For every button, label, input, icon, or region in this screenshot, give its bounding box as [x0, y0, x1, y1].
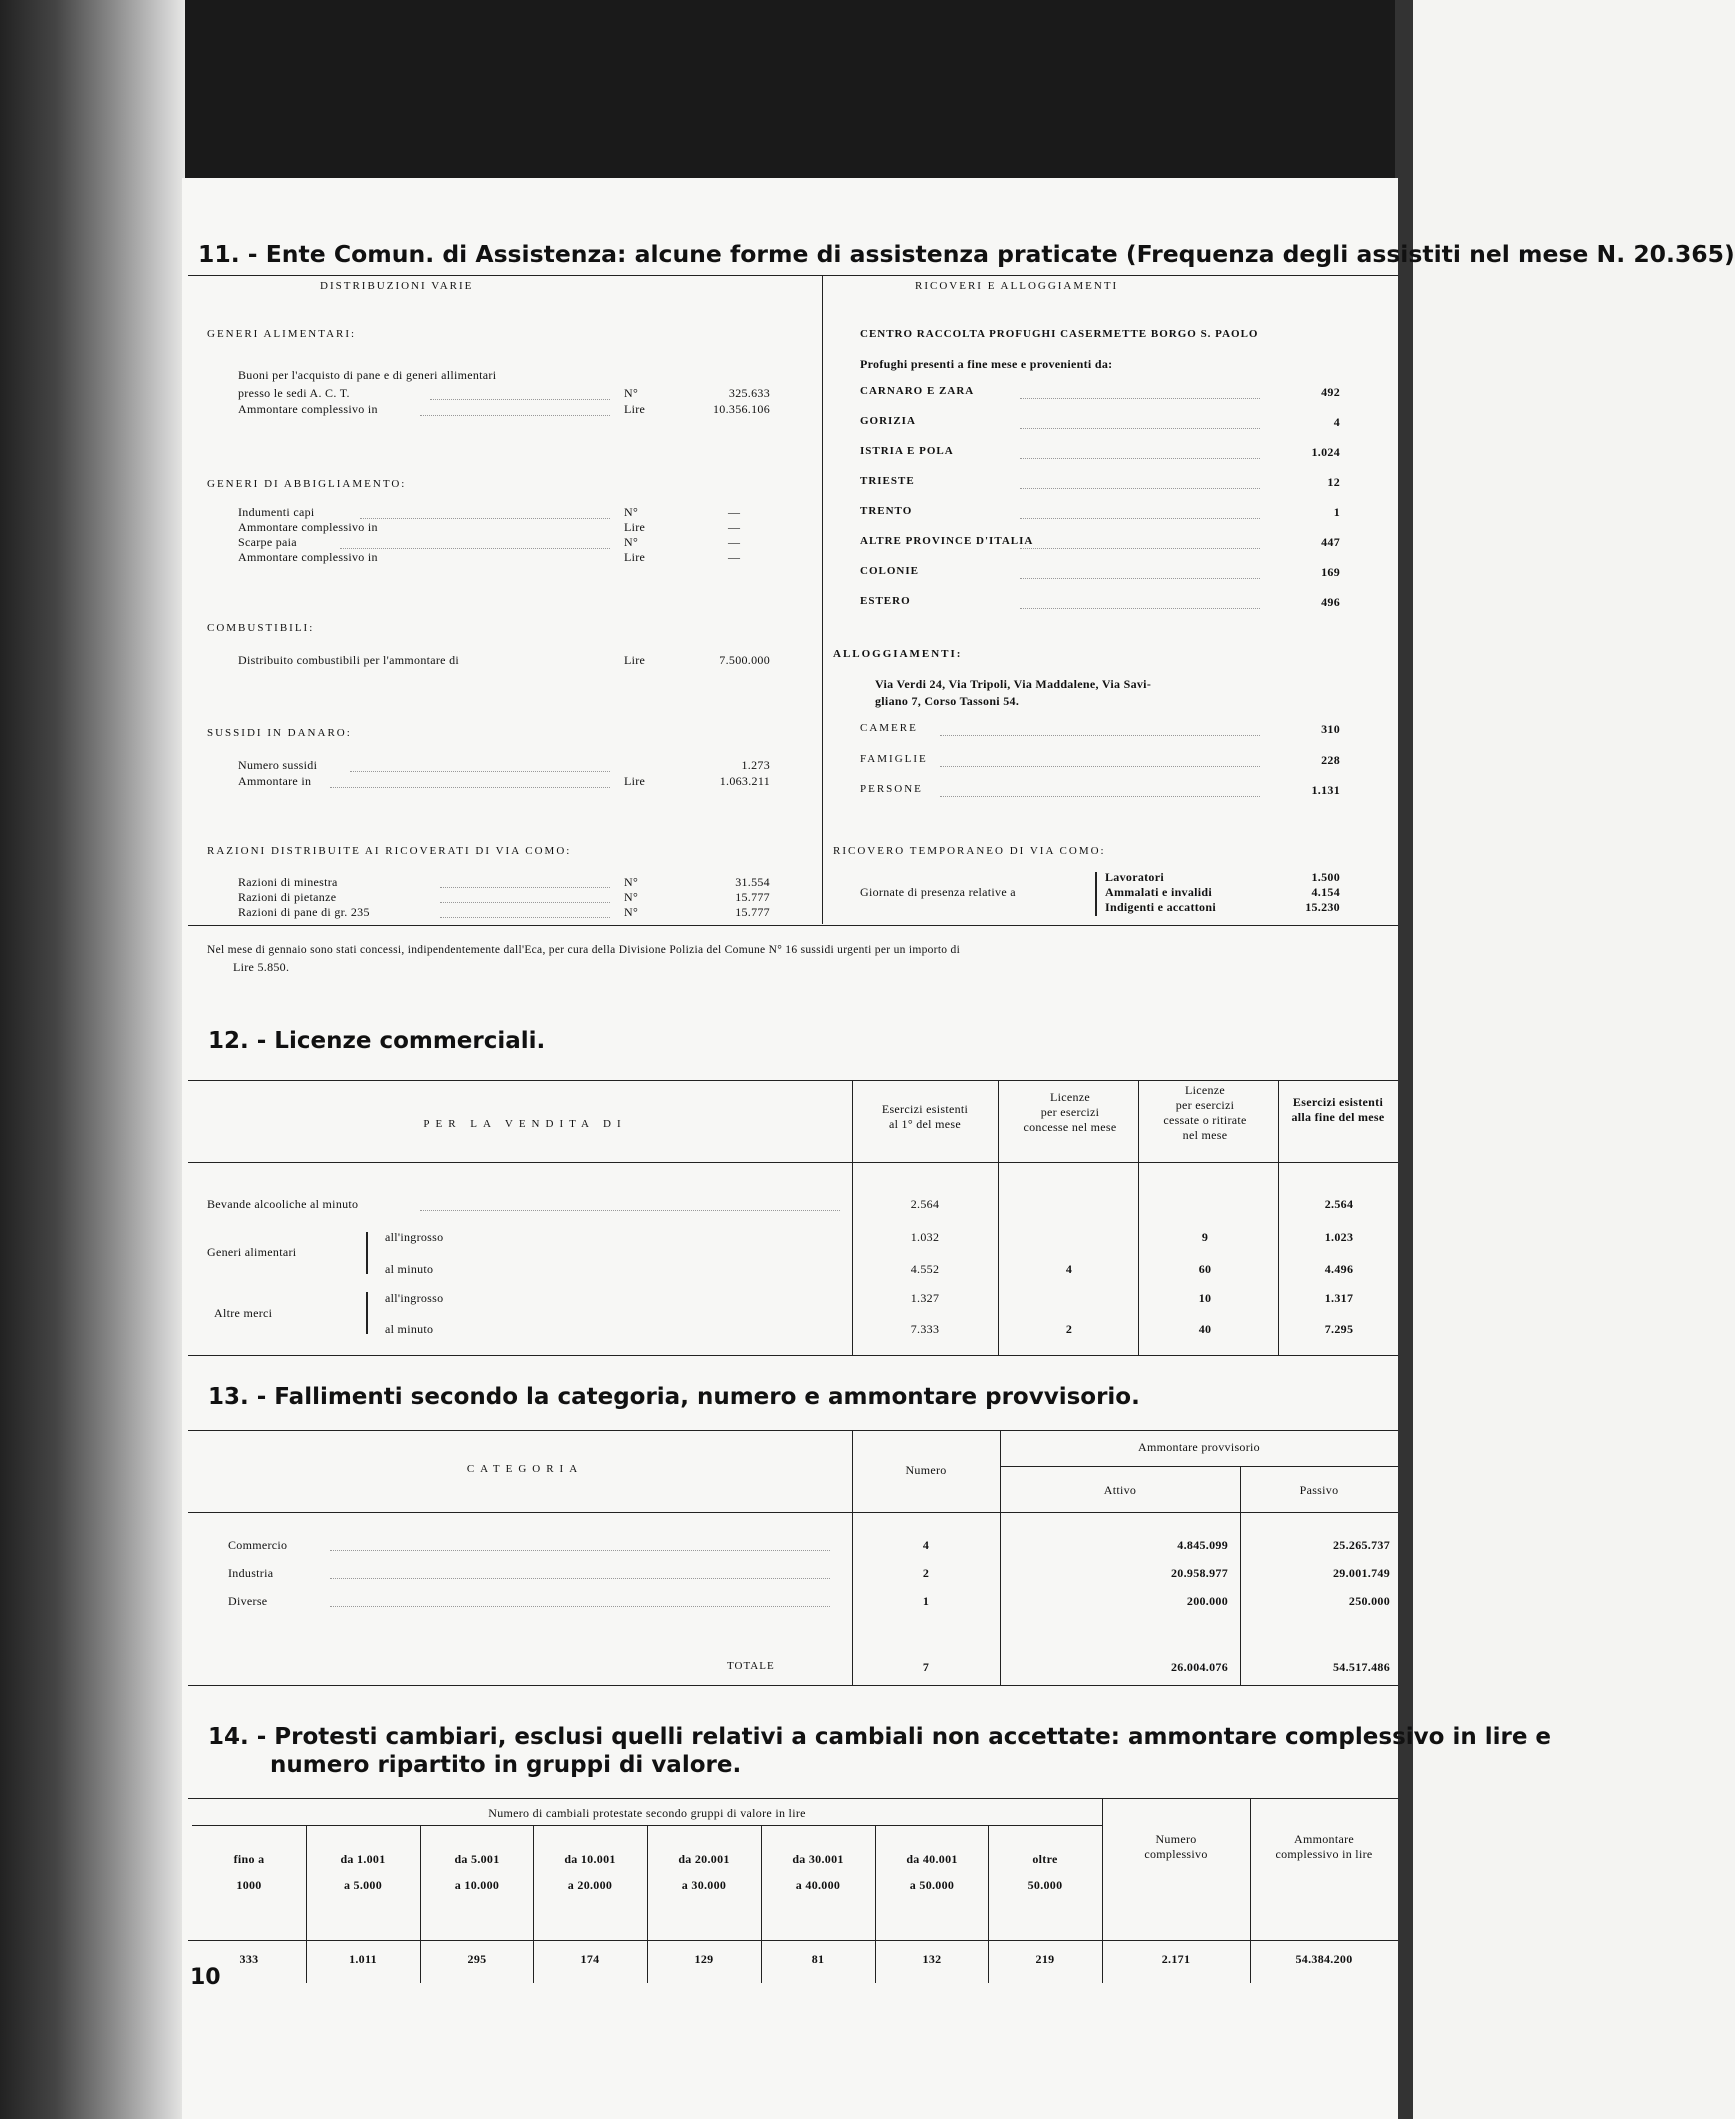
- indumenti-amm-value: —: [728, 520, 741, 534]
- s12-cell: 10: [1198, 1291, 1212, 1305]
- centro-heading: CENTRO RACCOLTA PROFUGHI CASERMETTE BORGO S. PAOLO: [860, 328, 1259, 340]
- buoni-amm-label: Ammontare complessivo in: [238, 402, 378, 416]
- generi-label: Generi alimentari: [207, 1245, 297, 1259]
- razione-label: Razioni di minestra: [238, 875, 338, 889]
- indumenti-amm-label: Ammontare complessivo in: [238, 520, 378, 534]
- provenienza-label: ISTRIA E POLA: [860, 445, 954, 457]
- s14-num-line1: Numero: [1155, 1832, 1197, 1846]
- scarpe-amm-unit: Lire: [624, 550, 646, 564]
- sussidi-amm-unit: Lire: [624, 774, 646, 788]
- s12-cell: 60: [1198, 1262, 1212, 1276]
- s13-col-categoria: CATEGORIA: [466, 1463, 584, 1475]
- razione-unit: N°: [624, 905, 639, 919]
- buoni-amm-value: 10.356.106: [713, 402, 770, 416]
- ricovero-label: Lavoratori: [1105, 870, 1164, 884]
- razione-unit: N°: [624, 875, 639, 889]
- s13-row-passivo: 29.001.749: [1333, 1566, 1390, 1580]
- ricovero-value: 15.230: [1305, 900, 1340, 914]
- combustibili-unit: Lire: [624, 653, 646, 667]
- indumenti-label: Indumenti capi: [238, 505, 315, 519]
- scarpe-unit: N°: [624, 535, 639, 549]
- s13-row-attivo: 4.845.099: [1177, 1538, 1228, 1552]
- right-header: RICOVERI E ALLOGGIAMENTI: [915, 280, 1119, 292]
- scarpe-amm-value: —: [728, 550, 741, 564]
- s12-col-header-4: [1278, 1095, 1398, 1125]
- s12-col1-line1: Esercizi esistenti: [881, 1102, 969, 1116]
- s13-row-num: 4: [922, 1538, 930, 1552]
- s12-col-header-2: [1000, 1090, 1140, 1135]
- sussidi-heading: SUSSIDI IN DANARO:: [207, 727, 352, 739]
- page-number: 10: [190, 1965, 221, 1990]
- s14-num-total: 2.171: [1161, 1952, 1191, 1966]
- generi-alimentari-heading: GENERI ALIMENTARI:: [207, 328, 357, 340]
- profughi-text: Profughi presenti a fine mese e provenienti da:: [860, 357, 1113, 371]
- page: [182, 178, 1398, 2119]
- provenienza-value: 1: [1333, 505, 1340, 519]
- camere-label: CAMERE: [860, 722, 918, 734]
- s14-col-bottom: a 30.000: [681, 1878, 727, 1892]
- razione-label: Razioni di pane di gr. 235: [238, 905, 370, 919]
- s14-group-header: Numero di cambiali protestate secondo gruppi di valore in lire: [488, 1806, 806, 1820]
- left-header: DISTRIBUZIONI VARIE: [320, 280, 474, 292]
- s14-value: 174: [580, 1952, 600, 1966]
- sussidi-numero-label: Numero sussidi: [238, 758, 318, 772]
- s12-col4-line1: Esercizi esistenti: [1292, 1095, 1384, 1109]
- sussidi-amm-label: Ammontare in: [238, 774, 312, 788]
- s14-col-top: da 10.001: [564, 1852, 616, 1866]
- ricovero-label: Ammalati e invalidi: [1105, 885, 1213, 899]
- persone-value: 1.131: [1311, 783, 1340, 797]
- combustibili-text: Distribuito combustibili per l'ammontare di: [238, 653, 460, 667]
- camere-value: 310: [1321, 722, 1340, 736]
- s13-row-passivo: 25.265.737: [1333, 1538, 1390, 1552]
- combustibili-heading: COMBUSTIBILI:: [207, 622, 315, 634]
- provenienza-label: CARNARO E ZARA: [860, 385, 975, 397]
- s12-col-header-0: PER LA VENDITA DI: [423, 1118, 627, 1130]
- s13-col-passivo: Passivo: [1299, 1483, 1339, 1497]
- razione-value: 15.777: [735, 905, 770, 919]
- s12-cell: 7.295: [1324, 1322, 1354, 1336]
- s12-cell: 7.333: [910, 1322, 940, 1336]
- scarpe-value: —: [728, 535, 741, 549]
- s14-num-header: [1102, 1832, 1250, 1862]
- buoni-amm-unit: Lire: [624, 402, 646, 416]
- s14-value: 219: [1035, 1952, 1055, 1966]
- s13-row-num: 1: [922, 1594, 930, 1608]
- s12-col2-line3: concesse nel mese: [1023, 1120, 1117, 1134]
- s14-amm-total: 54.384.200: [1295, 1952, 1353, 1966]
- s14-num-line2: complessivo: [1144, 1847, 1208, 1861]
- s12-col-header-1: [855, 1102, 995, 1132]
- ricovero-label: Indigenti e accattoni: [1105, 900, 1216, 914]
- provenienza-value: 492: [1321, 385, 1340, 399]
- combustibili-value: 7.500.000: [719, 653, 770, 667]
- section-11-title: 11. - Ente Comun. di Assistenza: alcune forme di assistenza praticate (Frequenza degli assistiti nel mese N. 20.365): [198, 240, 1735, 268]
- s14-value: 132: [922, 1952, 942, 1966]
- buoni-value: 325.633: [728, 386, 770, 400]
- s14-col-bottom: a 10.000: [454, 1878, 500, 1892]
- altre-ingrosso-label: all'ingrosso: [385, 1291, 444, 1305]
- s12-cell: 1.317: [1324, 1291, 1354, 1305]
- provenienza-value: 4: [1333, 415, 1340, 429]
- s14-value: 1.011: [349, 1952, 377, 1966]
- sussidi-amm-value: 1.063.211: [719, 774, 770, 788]
- provenienza-label: TRIESTE: [860, 475, 915, 487]
- s14-value: 333: [239, 1952, 259, 1966]
- indumenti-value: —: [728, 505, 741, 519]
- razione-unit: N°: [624, 890, 639, 904]
- s13-row-passivo: 250.000: [1348, 1594, 1390, 1608]
- s12-cell: 1.327: [910, 1291, 940, 1305]
- s13-row-attivo: 200.000: [1186, 1594, 1228, 1608]
- totale-attivo: 26.004.076: [1171, 1660, 1228, 1674]
- provenienza-value: 447: [1321, 535, 1340, 549]
- s12-cell: 2.564: [910, 1197, 940, 1211]
- famiglie-value: 228: [1321, 753, 1340, 767]
- totale-label: TOTALE: [727, 1660, 775, 1672]
- s12-col1-line2: al 1° del mese: [889, 1117, 961, 1131]
- scarpe-label: Scarpe paia: [238, 535, 297, 549]
- s13-row-attivo: 20.958.977: [1171, 1566, 1228, 1580]
- s13-row-label: Diverse: [228, 1594, 268, 1608]
- s14-value: 81: [811, 1952, 825, 1966]
- generi-minuto-label: al minuto: [385, 1262, 434, 1276]
- s14-col-bottom: a 5.000: [343, 1878, 383, 1892]
- s12-col3-line3: cessate o ritirate: [1163, 1113, 1247, 1127]
- provenienza-label: ESTERO: [860, 595, 911, 607]
- note-line-1: Nel mese di gennaio sono stati concessi, indipendentemente dall'Eca, per cura della Divisione Polizia del Comune N° 16 sussidi urgenti per un importo di: [207, 944, 961, 956]
- indumenti-amm-unit: Lire: [624, 520, 646, 534]
- buoni-unit: N°: [624, 386, 639, 400]
- s12-col3-line4: nel mese: [1182, 1128, 1228, 1142]
- totale-num: 7: [922, 1660, 930, 1674]
- section-12-title: 12. - Licenze commerciali.: [208, 1028, 546, 1054]
- s13-col-numero: Numero: [905, 1463, 947, 1477]
- persone-label: PERSONE: [860, 783, 923, 795]
- s12-cell: 1.023: [1324, 1230, 1354, 1244]
- bevande-label: Bevande alcooliche al minuto: [207, 1197, 359, 1211]
- s14-col-top: da 5.001: [454, 1852, 500, 1866]
- ricovero-value: 1.500: [1311, 870, 1340, 884]
- s12-col3-line2: per esercizi: [1175, 1098, 1235, 1112]
- provenienza-label: ALTRE PROVINCE D'ITALIA: [860, 535, 1034, 547]
- s12-cell: 4.552: [910, 1262, 940, 1276]
- s14-value: 129: [694, 1952, 714, 1966]
- s12-col2-line2: per esercizi: [1040, 1105, 1100, 1119]
- razione-value: 31.554: [735, 875, 770, 889]
- s14-col-top: oltre: [1032, 1852, 1058, 1866]
- s13-row-label: Commercio: [228, 1538, 288, 1552]
- via-line-1: Via Verdi 24, Via Tripoli, Via Maddalene, Via Savi-: [875, 677, 1152, 691]
- s12-col2-line1: Licenze: [1049, 1090, 1091, 1104]
- razioni-heading: RAZIONI DISTRIBUITE AI RICOVERATI DI VIA COMO:: [207, 845, 572, 857]
- s12-col4-line2: alla fine del mese: [1291, 1110, 1385, 1124]
- ricovero-value: 4.154: [1311, 885, 1340, 899]
- provenienza-value: 12: [1327, 475, 1340, 489]
- abbigliamento-heading: GENERI DI ABBIGLIAMENTO:: [207, 478, 407, 490]
- sussidi-numero-value: 1.273: [741, 758, 770, 772]
- s12-cell: 2: [1065, 1322, 1073, 1336]
- provenienza-value: 1.024: [1311, 445, 1340, 459]
- s14-amm-header: [1250, 1832, 1398, 1862]
- s14-amm-line1: Ammontare: [1293, 1832, 1355, 1846]
- s12-cell: 2.564: [1324, 1197, 1354, 1211]
- s12-cell: 1.032: [910, 1230, 940, 1244]
- section-14-title-1: 14. - Protesti cambiari, esclusi quelli relativi a cambiali non accettate: ammontare complessivo in lire e: [208, 1724, 1552, 1750]
- altre-label: Altre merci: [214, 1306, 273, 1320]
- s12-cell: 40: [1198, 1322, 1212, 1336]
- s14-col-top: fino a: [233, 1852, 265, 1866]
- provenienza-label: GORIZIA: [860, 415, 916, 427]
- giornate-label: Giornate di presenza relative a: [860, 885, 1016, 899]
- section-14-title-2: numero ripartito in gruppi di valore.: [270, 1752, 742, 1778]
- note-line-2: Lire 5.850.: [233, 960, 290, 974]
- section-13-title: 13. - Fallimenti secondo la categoria, numero e ammontare provvisorio.: [208, 1384, 1140, 1410]
- s14-col-top: da 20.001: [678, 1852, 730, 1866]
- ricovero-heading: RICOVERO TEMPORANEO DI VIA COMO:: [833, 845, 1106, 857]
- famiglie-label: FAMIGLIE: [860, 753, 928, 765]
- s14-col-bottom: a 20.000: [567, 1878, 613, 1892]
- s12-cell: 9: [1201, 1230, 1209, 1244]
- scan-border-top: [0, 0, 1413, 180]
- s13-col-ammontare: Ammontare provvisorio: [1138, 1440, 1260, 1454]
- provenienza-label: TRENTO: [860, 505, 913, 517]
- generi-ingrosso-label: all'ingrosso: [385, 1230, 444, 1244]
- s14-col-bottom: a 40.000: [795, 1878, 841, 1892]
- altre-minuto-label: al minuto: [385, 1322, 434, 1336]
- s13-row-label: Industria: [228, 1566, 274, 1580]
- s14-col-bottom: 1000: [236, 1878, 262, 1892]
- s14-col-top: da 1.001: [340, 1852, 386, 1866]
- provenienza-label: COLONIE: [860, 565, 919, 577]
- s14-col-top: da 40.001: [906, 1852, 958, 1866]
- via-line-2: gliano 7, Corso Tassoni 54.: [875, 694, 1020, 708]
- provenienza-value: 169: [1321, 565, 1340, 579]
- s14-amm-line2: complessivo in lire: [1275, 1847, 1373, 1861]
- s12-col3-line1: Licenze: [1184, 1083, 1226, 1097]
- s12-cell: 4.496: [1324, 1262, 1354, 1276]
- razione-label: Razioni di pietanze: [238, 890, 337, 904]
- s14-col-bottom: 50.000: [1027, 1878, 1063, 1892]
- provenienza-value: 496: [1321, 595, 1340, 609]
- s14-col-top: da 30.001: [792, 1852, 844, 1866]
- indumenti-unit: N°: [624, 505, 639, 519]
- razione-value: 15.777: [735, 890, 770, 904]
- buoni-line-2: presso le sedi A. C. T.: [238, 386, 350, 400]
- s13-row-num: 2: [922, 1566, 930, 1580]
- scan-border-left: [0, 0, 185, 2119]
- scarpe-amm-label: Ammontare complessivo in: [238, 550, 378, 564]
- alloggiamenti-heading: ALLOGGIAMENTI:: [833, 648, 963, 660]
- s12-cell: 4: [1065, 1262, 1073, 1276]
- totale-passivo: 54.517.486: [1333, 1660, 1390, 1674]
- buoni-line-1: Buoni per l'acquisto di pane e di generi allimentari: [238, 368, 497, 382]
- s14-value: 295: [467, 1952, 487, 1966]
- s13-col-attivo: Attivo: [1103, 1483, 1137, 1497]
- s12-col-header-3: [1140, 1083, 1270, 1143]
- s14-col-bottom: a 50.000: [909, 1878, 955, 1892]
